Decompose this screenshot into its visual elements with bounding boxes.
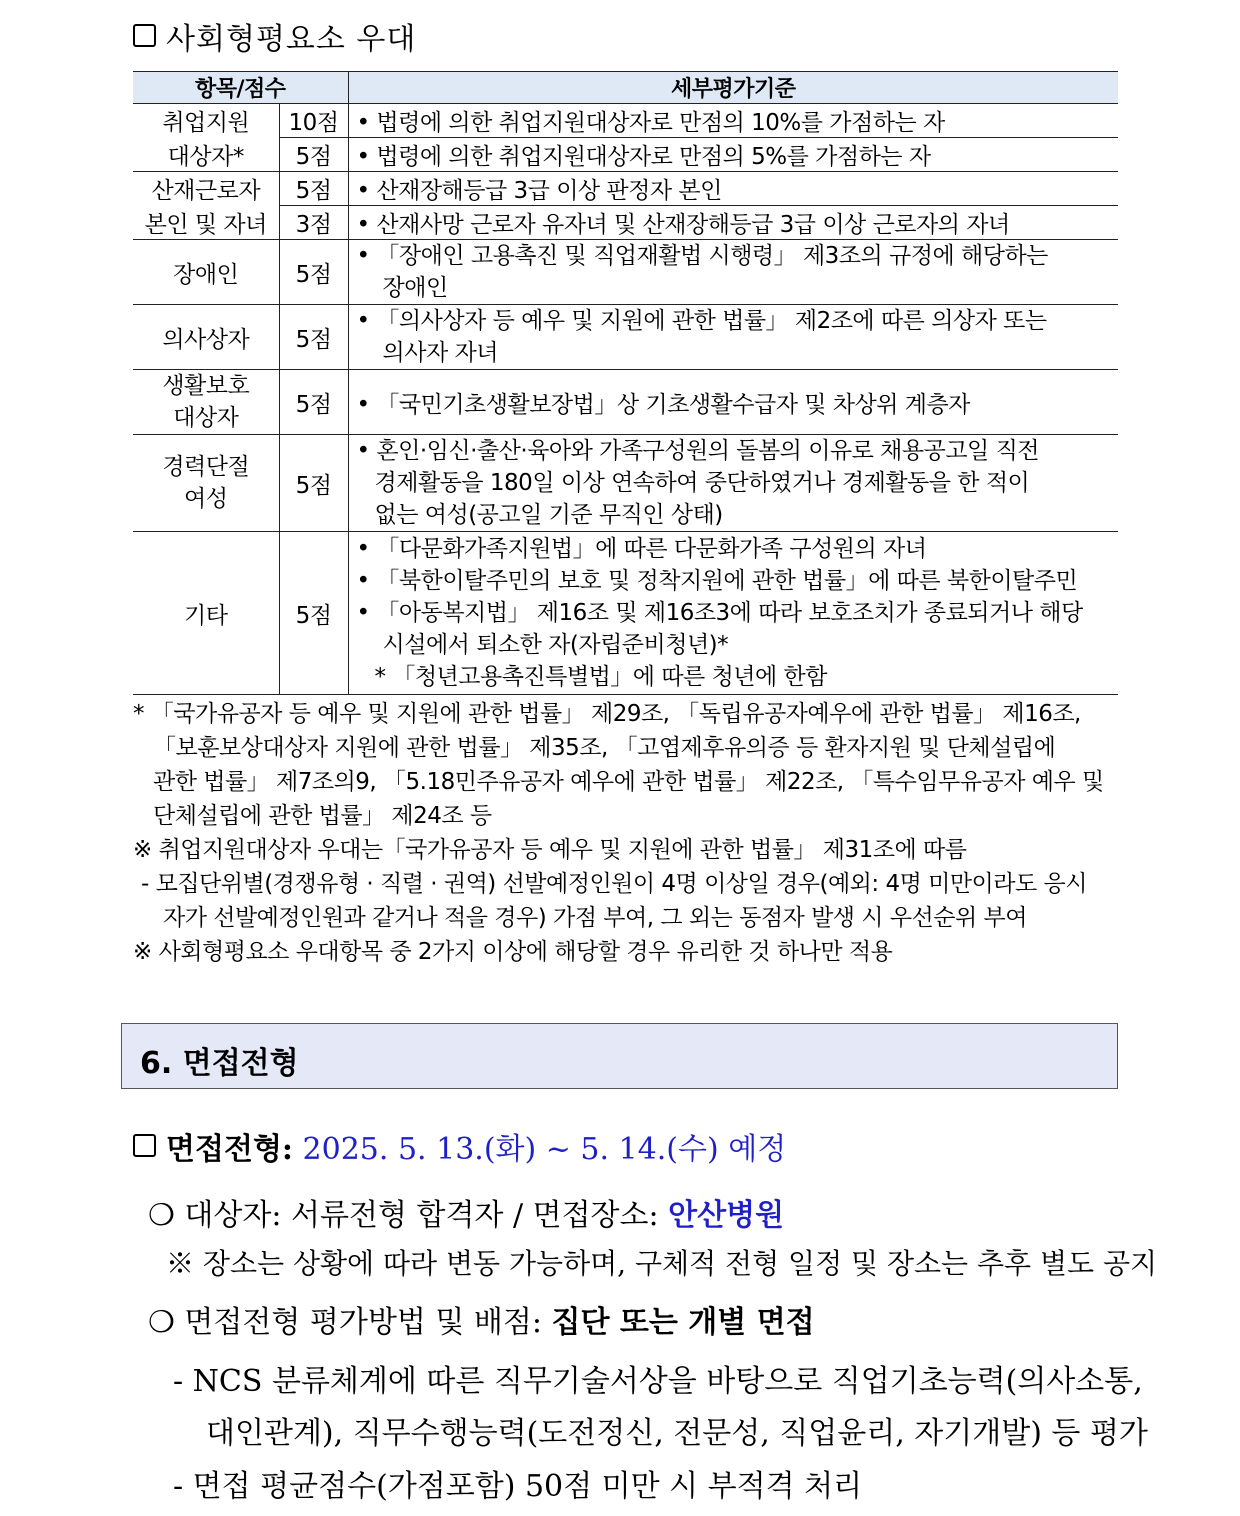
row-desc: • 법령에 의한 취업지원대상자로 만점의 5%를 가점하는 자 bbox=[348, 138, 1118, 172]
row-desc: • 혼인·임신·출산·육아와 가족구성원의 돌봄의 이유로 채용공고일 직전 경제활동을 180일 이상 연속하여 중단하였거나 경제활동을 한 적이 없는 여성(공고일 기준 무직인 상태) bbox=[348, 435, 1118, 532]
place-note: ※ 장소는 상황에 따라 변동 가능하며, 구체적 전형 일정 및 장소는 추후 별도 공지 bbox=[166, 1247, 1158, 1280]
row-score: 5점 bbox=[279, 172, 348, 206]
footnote-line: 「보훈보상대상자 지원에 관한 법률」 제35조, 「고엽제후유의증 등 환자지원 및 단체설립에 bbox=[153, 735, 1056, 761]
table-row bbox=[133, 138, 1118, 172]
table-row bbox=[133, 532, 1118, 695]
ncs-line: 대인관계), 직무수행능력(도전정신, 전문성, 직업윤리, 자기개발) 등 평가 bbox=[206, 1416, 1148, 1451]
interview-place: 안산병원 bbox=[668, 1198, 785, 1233]
interview-date: 2025. 5. 13.(화) ~ 5. 14.(수) 예정 bbox=[302, 1132, 787, 1167]
interview-target-line: ❍ 대상자: 서류전형 합격자 / 면접장소: 안산병원 bbox=[148, 1198, 785, 1233]
interview-method: 집단 또는 개별 면접 bbox=[551, 1305, 815, 1340]
footnote-line: 단체설립에 관한 법률」 제24조 등 bbox=[153, 803, 492, 829]
table-row bbox=[133, 104, 1118, 138]
interview-method-line: ❍ 면접전형 평가방법 및 배점: 집단 또는 개별 면접 bbox=[148, 1305, 815, 1340]
footnote-line: * 「국가유공자 등 예우 및 지원에 관한 법률」 제29조, 「독립유공자예우에 관한 법률」 제16조, bbox=[133, 701, 1081, 727]
row-desc: • 「의사상자 등 예우 및 지원에 관한 법률」 제2조에 따른 의상자 또는 의사자 자녀 bbox=[348, 305, 1118, 370]
section-6-header bbox=[121, 1023, 1118, 1089]
footnote-line: 관한 법률」 제7조의9, 「5.18민주유공자 예우에 관한 법률」 제22조, 「특수임무유공자 예우 및 bbox=[153, 769, 1104, 795]
row-score: 3점 bbox=[279, 206, 348, 240]
row-desc: • 법령에 의한 취업지원대상자로 만점의 10%를 가점하는 자 bbox=[348, 104, 1118, 138]
table-row bbox=[133, 172, 1118, 206]
table-row bbox=[133, 206, 1118, 240]
row-score: 5점 bbox=[279, 370, 348, 435]
checkbox-icon bbox=[133, 24, 156, 47]
section-6-title: 6. 면접전형 bbox=[140, 1046, 299, 1081]
row-score: 5점 bbox=[279, 138, 348, 172]
footnotes bbox=[133, 697, 1123, 969]
row-name: 본인 및 자녀 bbox=[133, 206, 279, 240]
preference-table bbox=[133, 71, 1118, 695]
interview-date-line bbox=[133, 1124, 786, 1168]
row-score: 5점 bbox=[279, 435, 348, 532]
row-score: 5점 bbox=[279, 240, 348, 305]
row-name: 산재근로자 bbox=[133, 172, 279, 206]
dash-note: 자가 선발예정인원과 같거나 적을 경우) 가점 부여, 그 외는 동점자 발생 시 우선순위 부여 bbox=[163, 905, 1027, 931]
row-score: 5점 bbox=[279, 532, 348, 695]
dash-note: - 모집단위별(경쟁유형 · 직렬 · 권역) 선발예정인원이 4명 이상일 경우(예외: 4명 미만이라도 응시 bbox=[141, 871, 1087, 897]
row-name: 대상자* bbox=[133, 138, 279, 172]
header-criteria: 세부평가기준 bbox=[348, 72, 1118, 104]
checkbox-icon bbox=[133, 1134, 156, 1157]
interview-label: 면접전형: bbox=[166, 1132, 293, 1167]
header-item: 항목/점수 bbox=[133, 72, 348, 104]
row-desc: • 「국민기초생활보장법」상 기초생활수급자 및 차상위 계층자 bbox=[348, 370, 1118, 435]
row-name: 의사상자 bbox=[133, 305, 279, 370]
table-row bbox=[133, 305, 1118, 370]
row-name: 경력단절 여성 bbox=[133, 435, 279, 532]
section-title: 사회형평요소 우대 bbox=[133, 14, 416, 58]
row-name: 장애인 bbox=[133, 240, 279, 305]
table-row bbox=[133, 240, 1118, 305]
row-name: 생활보호 대상자 bbox=[133, 370, 279, 435]
table-row bbox=[133, 435, 1118, 532]
row-desc: • 산재사망 근로자 유자녀 및 산재장해등급 3급 이상 근로자의 자녀 bbox=[348, 206, 1118, 240]
row-score: 10점 bbox=[279, 104, 348, 138]
row-desc: • 「장애인 고용촉진 및 직업재활법 시행령」 제3조의 규정에 해당하는 장애인 bbox=[348, 240, 1118, 305]
row-desc: • 「다문화가족지원법」에 따른 다문화가족 구성원의 자녀 • 「북한이탈주민의 보호 및 정착지원에 관한 법률」에 따른 북한이탈주민 • 「아동복지법」 제16조 및 제16조3에 따라 보호조치가 종료되거나 해당 시설에서 퇴소한 자(자립준비청년)* * 「청년고용촉진특별법」에 따른 청년에 한함 bbox=[348, 532, 1118, 695]
row-desc: • 산재장해등급 3급 이상 판정자 본인 bbox=[348, 172, 1118, 206]
reference-note: ※ 취업지원대상자 우대는「국가유공자 등 예우 및 지원에 관한 법률」 제31조에 따름 bbox=[133, 837, 967, 863]
row-name: 기타 bbox=[133, 532, 279, 695]
ncs-line: - NCS 분류체계에 따른 직무기술서상을 바탕으로 직업기초능력(의사소통, bbox=[173, 1364, 1143, 1399]
table-header-row bbox=[133, 72, 1118, 104]
fail-criteria: - 면접 평균점수(가점포함) 50점 미만 시 부적격 처리 bbox=[173, 1469, 863, 1504]
row-score: 5점 bbox=[279, 305, 348, 370]
reference-note: ※ 사회형평요소 우대항목 중 2가지 이상에 해당할 경우 유리한 것 하나만 적용 bbox=[133, 939, 893, 965]
row-name: 취업지원 bbox=[133, 104, 279, 138]
table-row bbox=[133, 370, 1118, 435]
